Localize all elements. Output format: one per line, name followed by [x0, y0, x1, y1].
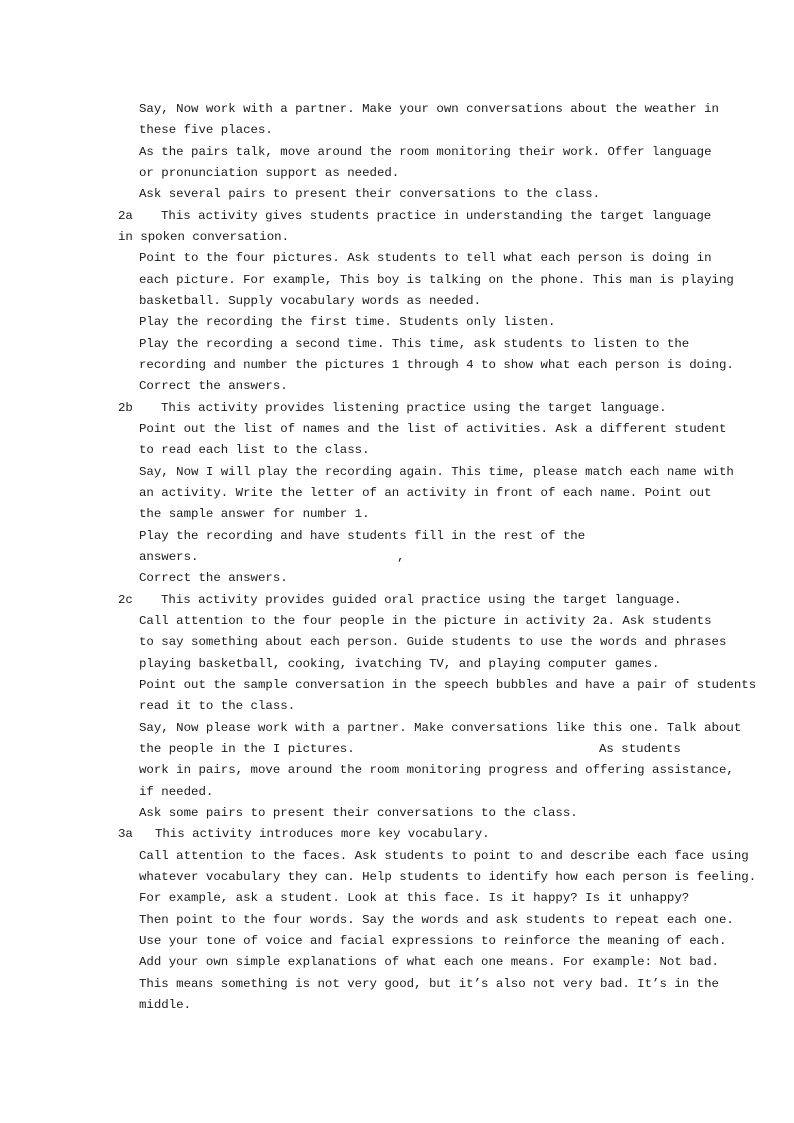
text-line: Say, Now I will play the recording again. This time, please match each name with [139, 465, 734, 479]
text-line: Play the recording the first time. Students only listen. [139, 315, 556, 329]
text-line: an activity. Write the letter of an activity in front of each name. Point out [139, 486, 712, 500]
text-line: these five places. [139, 123, 273, 137]
text-line: Ask several pairs to present their conversations to the class. [139, 187, 601, 201]
text-line: Say, Now please work with a partner. Make conversations like this one. Talk about [139, 721, 742, 735]
stray-comma: , [397, 550, 405, 564]
section-label-2a: 2a [118, 209, 133, 223]
text-line: if needed. [139, 785, 214, 799]
text-line: Ask some pairs to present their conversations to the class. [139, 806, 578, 820]
text-line: to read each list to the class. [139, 443, 370, 457]
text-line: the people in the I pictures. [139, 742, 355, 756]
text-line: read it to the class. [139, 699, 296, 713]
section-heading: This activity provides listening practice using the target language. [161, 401, 667, 415]
text-line: Play the recording a second time. This time, ask students to listen to the [139, 337, 690, 351]
section-label-2b: 2b [118, 401, 133, 415]
text-line: As the pairs talk, move around the room monitoring their work. Offer language [139, 145, 712, 159]
text-line: Correct the answers. [139, 379, 288, 393]
text-line: Correct the answers. [139, 571, 288, 585]
text-line: Say, Now work with a partner. Make your own conversations about the weather in [139, 102, 719, 116]
section-heading: This activity gives students practice in understanding the target language [161, 209, 712, 223]
text-line: Play the recording and have students fill in the rest of the [139, 529, 586, 543]
text-line: or pronunciation support as needed. [139, 166, 400, 180]
text-line: Add your own simple explanations of what each one means. For example: Not bad. [139, 955, 719, 969]
text-line: Use your tone of voice and facial expressions to reinforce the meaning of each. [139, 934, 727, 948]
section-heading: This activity provides guided oral practice using the target language. [161, 593, 682, 607]
text-line: For example, ask a student. Look at this face. Is it happy? Is it unhappy? [139, 891, 690, 905]
text-line: Point out the list of names and the list of activities. Ask a different student [139, 422, 727, 436]
text-line: each picture. For example, This boy is talking on the phone. This man is playing [139, 273, 734, 287]
text-line: whatever vocabulary they can. Help students to identify how each person is feeling. [139, 870, 757, 884]
text-line: middle. [139, 998, 192, 1012]
section-label-3a: 3a [118, 827, 133, 841]
text-line: Point out the sample conversation in the speech bubbles and have a pair of students [139, 678, 757, 692]
text-line: Then point to the four words. Say the words and ask students to repeat each one. [139, 913, 734, 927]
section-heading: This activity introduces more key vocabulary. [155, 827, 490, 841]
text-line: Point to the four pictures. Ask students to tell what each person is doing in [139, 251, 712, 265]
text-line: As students [599, 742, 681, 756]
text-line: recording and number the pictures 1 through 4 to show what each person is doing. [139, 358, 734, 372]
text-line: This means something is not very good, but it’s also not very bad. It’s in the [139, 977, 719, 991]
text-line: basketball. Supply vocabulary words as needed. [139, 294, 482, 308]
text-line: work in pairs, move around the room monitoring progress and offering assistance, [139, 763, 734, 777]
text-line: in spoken conversation. [118, 230, 290, 244]
text-line: answers. [139, 550, 199, 564]
text-line: Call attention to the faces. Ask students to point to and describe each face using [139, 849, 749, 863]
text-line: to say something about each person. Guide students to use the words and phrases [139, 635, 727, 649]
text-line: playing basketball, cooking, ivatching TV, and playing computer games. [139, 657, 660, 671]
section-label-2c: 2c [118, 593, 133, 607]
text-line: the sample answer for number 1. [139, 507, 370, 521]
text-line: Call attention to the four people in the picture in activity 2a. Ask students [139, 614, 712, 628]
